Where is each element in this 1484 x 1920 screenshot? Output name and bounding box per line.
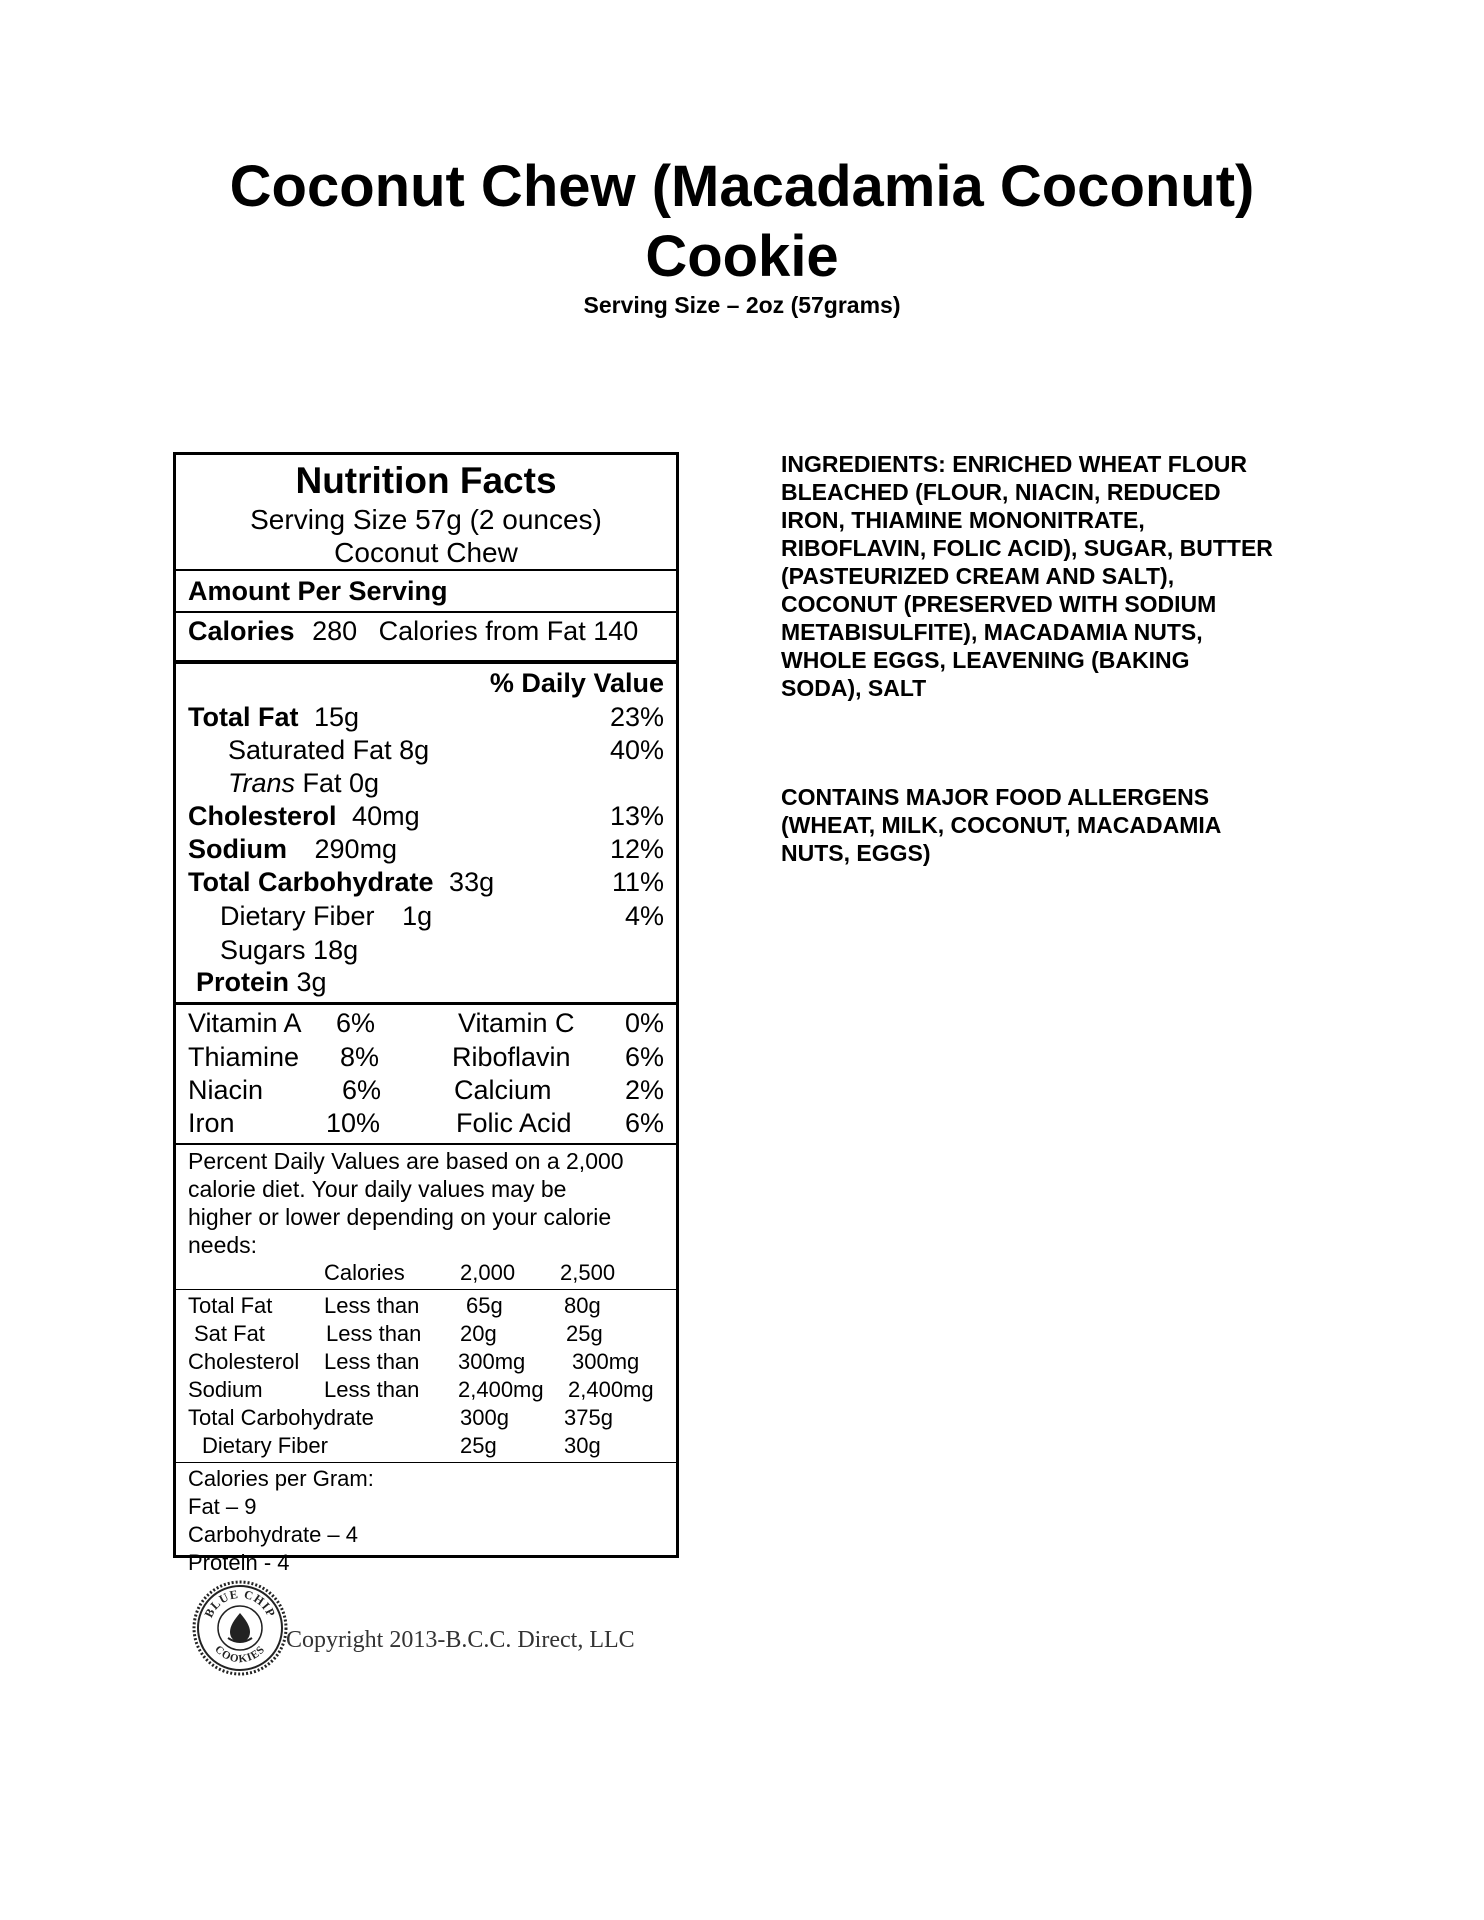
cookie-seal-icon [192, 1580, 288, 1676]
carbohydrate-row [188, 867, 494, 898]
divider [176, 1143, 676, 1145]
niacin-name: Niacin [188, 1075, 264, 1105]
carbohydrate-label: Total Carbohydrate [188, 867, 434, 897]
dv-row-name: Dietary Fiber [202, 1433, 328, 1458]
vitamin-a-pct: 6% [336, 1008, 376, 1038]
dv-row-2000: 300mg [458, 1349, 526, 1374]
dv-row-name: Total Carbohydrate [188, 1405, 374, 1430]
protein-label: Protein [196, 967, 290, 997]
calcium-pct: 2% [624, 1075, 664, 1105]
title-line-2: Cookie [645, 224, 839, 289]
total-fat-pct: 23% [609, 702, 664, 732]
niacin-pct: 6% [342, 1075, 382, 1105]
serving-size: Serving Size 57g (2 ounces) [250, 504, 602, 535]
svg-text:COOKIES: COOKIES [212, 1643, 268, 1666]
dv-row-name: Sodium [188, 1377, 263, 1402]
cholesterol-label: Cholesterol [188, 801, 337, 831]
riboflavin-name: Riboflavin [452, 1042, 571, 1072]
sodium-label: Sodium [188, 834, 287, 864]
divider [176, 569, 676, 571]
dv-row-limit: Less than [324, 1377, 420, 1402]
calories-value: 280 [312, 616, 358, 646]
sodium-value: 290mg [314, 834, 398, 864]
ingredients-line: BLEACHED (FLOUR, NIACIN, REDUCED [781, 479, 1221, 505]
cholesterol-pct: 13% [609, 801, 664, 831]
copyright: Copyright 2013-B.C.C. Direct, LLC [286, 1627, 635, 1653]
sugars: Sugars 18g [220, 935, 359, 965]
total-fat-value: 15g [314, 702, 360, 732]
dv-row-name: Total Fat [188, 1293, 273, 1318]
carbohydrate-value: 33g [449, 867, 495, 897]
protein-row [196, 967, 327, 998]
vitamin-a-name: Vitamin A [188, 1008, 302, 1038]
trans-fat-row [228, 768, 379, 799]
saturated-fat-pct: 40% [609, 735, 664, 765]
nutrition-facts-panel [173, 452, 679, 1575]
ingredients-line: SODA), SALT [781, 675, 927, 701]
nutrition-title: Nutrition Facts [295, 460, 557, 501]
dv-row-2500: 2,400mg [568, 1377, 654, 1402]
dv-header-calories: Calories [324, 1260, 405, 1285]
ingredients-line: METABISULFITE), MACADAMIA NUTS, [781, 619, 1203, 645]
dv-row-2500: 375g [564, 1405, 613, 1430]
total-fat-label: Total Fat [188, 702, 299, 732]
iron-pct: 10% [326, 1108, 381, 1138]
iron-name: Iron [188, 1108, 235, 1138]
calories-label: Calories [188, 616, 295, 646]
nutrition-header [176, 455, 676, 569]
dv-row-2500: 25g [566, 1321, 603, 1346]
dv-row-2000: 25g [460, 1433, 497, 1458]
fiber-value: 1g [402, 901, 433, 931]
folic-acid-name: Folic Acid [456, 1108, 572, 1138]
ingredients-line: IRON, THIAMINE MONONITRATE, [781, 507, 1145, 533]
dv-row-limit: Less than [326, 1321, 422, 1346]
dv-row-limit: Less than [324, 1293, 420, 1318]
footnote-line: Percent Daily Values are based on a 2,000 [188, 1148, 624, 1174]
cholesterol-row [188, 801, 420, 832]
trans-fat-italic: Trans [228, 768, 296, 798]
folic-acid-pct: 6% [624, 1108, 664, 1138]
fiber-pct: 4% [624, 901, 664, 931]
page-title [0, 152, 1484, 292]
allergens-block [781, 783, 1321, 867]
sodium-row [188, 834, 397, 865]
dv-header-2500: 2,500 [560, 1260, 616, 1285]
dv-row-name: Sat Fat [194, 1321, 265, 1346]
ingredients-line: INGREDIENTS: ENRICHED WHEAT FLOUR [781, 451, 1247, 477]
thick-divider [176, 660, 676, 664]
allergens-line: (WHEAT, MILK, COCONUT, MACADAMIA [781, 812, 1222, 838]
ingredients-line: COCONUT (PRESERVED WITH SODIUM [781, 591, 1217, 617]
ingredients-block [781, 450, 1321, 702]
daily-value-header: % Daily Value [489, 668, 664, 698]
calcium-name: Calcium [454, 1075, 552, 1105]
calories-per-gram-title: Calories per Gram: [188, 1466, 374, 1491]
ingredients-line: WHOLE EGGS, LEAVENING (BAKING [781, 647, 1190, 673]
thiamine-pct: 8% [340, 1042, 380, 1072]
dv-row-2500: 80g [564, 1293, 601, 1318]
dv-header-2000: 2,000 [460, 1260, 516, 1285]
divider [176, 1462, 676, 1463]
calories-per-gram-protein: Protein - 4 [188, 1550, 290, 1575]
product-name: Coconut Chew [334, 537, 518, 568]
divider [176, 1002, 676, 1005]
footnote-line: higher or lower depending on your calorie [188, 1204, 612, 1230]
calories-per-gram-fat: Fat – 9 [188, 1494, 257, 1519]
riboflavin-pct: 6% [624, 1042, 664, 1072]
protein-value: 3g [296, 967, 327, 997]
amount-per-serving: Amount Per Serving [188, 576, 448, 606]
vitamin-c-name: Vitamin C [458, 1008, 575, 1038]
dv-row-2000: 20g [460, 1321, 497, 1346]
ingredients-line: RIBOFLAVIN, FOLIC ACID), SUGAR, BUTTER [781, 535, 1273, 561]
dv-row-2000: 65g [466, 1293, 503, 1318]
cholesterol-value: 40mg [352, 801, 420, 831]
trans-fat-value: Fat 0g [302, 768, 380, 798]
carbohydrate-pct: 11% [611, 867, 664, 897]
divider [176, 1289, 676, 1290]
fiber-label: Dietary Fiber [220, 901, 375, 931]
dv-row-name: Cholesterol [188, 1349, 300, 1374]
dv-row-limit: Less than [324, 1349, 420, 1374]
svg-text:BLUE CHIP: BLUE CHIP [201, 1586, 279, 1620]
fiber-row [220, 901, 432, 932]
allergens-line: NUTS, EGGS) [781, 840, 931, 866]
calories-per-gram-carb: Carbohydrate – 4 [188, 1522, 358, 1547]
calories-from-fat: Calories from Fat 140 [378, 616, 639, 646]
title-line-1: Coconut Chew (Macadamia Coconut) [229, 154, 1255, 219]
total-fat-row [188, 702, 359, 733]
ingredients-line: (PASTEURIZED CREAM AND SALT), [781, 563, 1175, 589]
thiamine-name: Thiamine [188, 1042, 300, 1072]
dv-row-2500: 300mg [572, 1349, 640, 1374]
footnote-line: calorie diet. Your daily values may be [188, 1176, 567, 1202]
allergens-line: CONTAINS MAJOR FOOD ALLERGENS [781, 784, 1210, 810]
saturated-fat: Saturated Fat 8g [228, 735, 430, 765]
dv-row-2500: 30g [564, 1433, 601, 1458]
serving-subtitle: Serving Size – 2oz (57grams) [583, 292, 901, 318]
footnote-line: needs: [188, 1232, 258, 1258]
dv-row-2000: 2,400mg [458, 1377, 544, 1402]
vitamin-c-pct: 0% [624, 1008, 664, 1038]
calories-row [188, 616, 638, 647]
divider [176, 611, 676, 613]
dv-row-2000: 300g [460, 1405, 509, 1430]
blue-chip-cookies-logo [192, 1580, 288, 1676]
sodium-pct: 12% [609, 834, 664, 864]
